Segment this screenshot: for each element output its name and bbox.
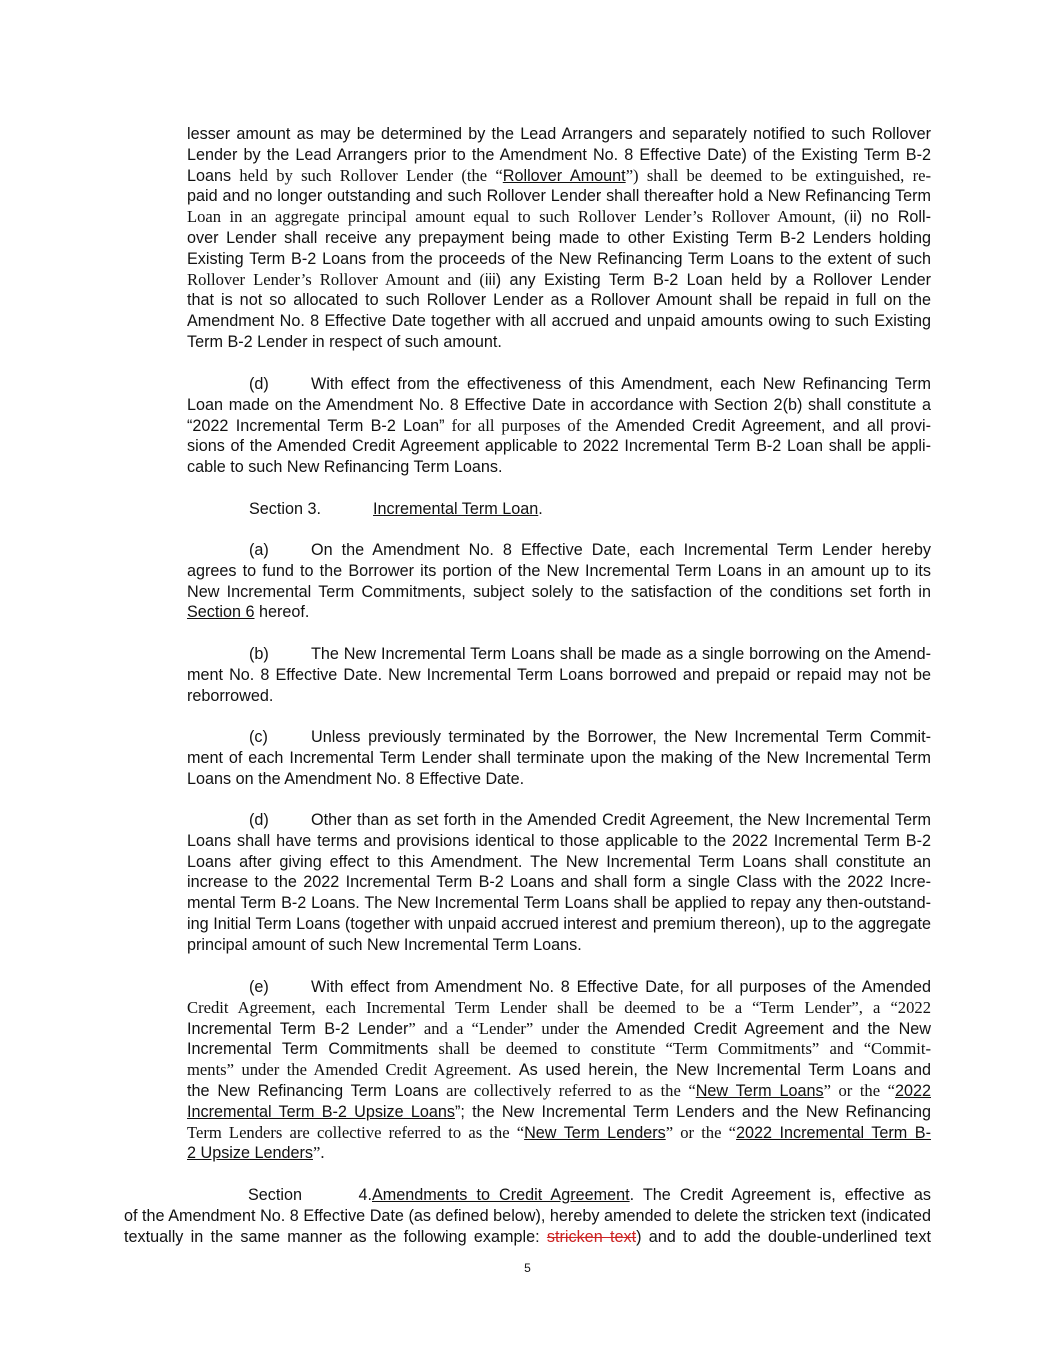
stricken-text-example: stricken text	[546, 1227, 637, 1246]
text-span: Other than as set forth in the Amended Credit Agreement, the New Incremental Term	[311, 811, 931, 829]
text-line	[187, 1102, 931, 1123]
text-span: ”) shall be deemed to be extinguished, re-	[625, 165, 931, 185]
text-span: ments” under the Amended Credit Agreement.	[187, 1060, 519, 1080]
section-label: Section 3.	[249, 500, 321, 518]
text-span: textually in the same manner as the following example:	[124, 1227, 547, 1246]
text-line: Term B-2 Lender in respect of such amount.	[187, 332, 502, 351]
text-line	[187, 1039, 931, 1060]
text-line	[187, 416, 931, 437]
text-line	[187, 602, 931, 623]
text-line: Amendment No. 8 Effective Date together with all accrued and unpaid amounts owing to such Existing	[187, 312, 931, 331]
text-span: As used herein, the New Incremental Term Loans and	[518, 1061, 932, 1080]
paragraph-2d	[187, 374, 931, 478]
text-line	[187, 810, 931, 831]
text-line	[187, 1081, 931, 1102]
text-span: ” or the “	[665, 1122, 736, 1142]
paragraph-3a	[187, 540, 931, 623]
clause-label: (b)	[249, 645, 269, 663]
text-line	[124, 1227, 931, 1248]
section-title: Incremental Term Loan	[373, 500, 539, 518]
text-line: ing Initial Term Loans (together with unpaid accrued interest and premium thereon), up to the aggregate	[187, 914, 931, 933]
clause-label: (c)	[249, 728, 268, 746]
text-line	[187, 1123, 931, 1144]
text-span: the New Refinancing Term Loans	[187, 1081, 439, 1100]
text-line: Loan made on the Amendment No. 8 Effective Date in accordance with Section 2(b) shall constitute a	[187, 395, 931, 414]
text-span: Term Lenders are collective referred to as the “	[187, 1122, 525, 1142]
text-span: hereof.	[254, 603, 310, 622]
defined-term-2022: 2022	[894, 1081, 931, 1100]
text-line: ment No. 8 Effective Date. New Incremental Term Loans borrowed and prepaid or repaid may not be	[187, 665, 931, 684]
text-line: Loans shall have terms and provisions identical to those applicable to the 2022 Incremental Term B-2	[187, 831, 931, 850]
text-line: increase to the 2022 Incremental Term B-2 Loans and shall form a single Class with the 2022 Incre-	[187, 873, 931, 892]
text-span: ” or the “	[823, 1080, 895, 1100]
text-line	[187, 977, 931, 998]
text-line	[187, 1019, 931, 1040]
clause-label: (d)	[249, 375, 269, 393]
text-line: agrees to fund to the Borrower its portion of the New Incremental Term Loans in an amount up to its	[187, 561, 931, 580]
section-4	[124, 1185, 931, 1247]
text-span: .	[538, 500, 543, 518]
text-line	[187, 374, 931, 395]
text-span: ii) no Roll-	[849, 208, 931, 227]
text-span: Incremental Term Commitments	[187, 1040, 429, 1059]
page-number: 5	[524, 1261, 531, 1275]
section-3-heading	[187, 499, 931, 520]
paragraph-3b	[187, 644, 931, 706]
text-line	[187, 1060, 931, 1081]
text-line: Credit Agreement, each Incremental Term Lender shall be deemed to be a “Term Lender”, a “2022	[187, 997, 931, 1017]
section-title: Amendments to Credit Agreement	[372, 1186, 630, 1204]
text-line: over Lender shall receive any prepayment being made to other Existing Term B-2 Lenders holding	[187, 228, 931, 247]
text-line	[187, 644, 931, 665]
defined-term-new-term-loans: New Term Loans	[695, 1081, 824, 1100]
text-span: iii) any Existing Term B-2 Loan held by a Rollover Lender	[484, 270, 932, 289]
text-span: Incremental Term B-2 Lender	[187, 1019, 409, 1038]
text-span: shall be deemed to constitute “Term Commitments” and “Commit-	[428, 1039, 931, 1059]
section-reference: Section 6	[187, 603, 255, 622]
text-line	[187, 727, 931, 748]
text-span: “2022 Incremental Term B-2 Loan”	[187, 416, 445, 435]
text-line: Loans after giving effect to this Amendment. The New Incremental Term Loans shall constitute an	[187, 852, 931, 871]
paragraph-3c	[187, 727, 931, 789]
text-span: held by such Rollover Lender (the “	[231, 165, 503, 185]
text-span: . The Credit Agreement is, effective as	[629, 1186, 931, 1204]
clause-label: (e)	[249, 978, 269, 996]
section-label: Section 4.	[248, 1186, 372, 1204]
defined-term-upsize-loans: Incremental Term B-2 Upsize Loans	[187, 1102, 455, 1121]
text-span: Amended Credit Agreement and the New	[615, 1019, 931, 1038]
text-span: for all purposes of the	[444, 415, 616, 435]
paragraph-3e	[187, 977, 931, 1164]
text-line: sions of the Amended Credit Agreement applicable to 2022 Incremental Term B-2 Loan shall be appli-	[187, 437, 931, 456]
text-span: The New Incremental Term Loans shall be made as a single borrowing on the Amend-	[311, 645, 931, 663]
defined-term-upsize-lenders: 2 Upsize Lenders	[187, 1144, 313, 1163]
text-line: Lender by the Lead Arrangers prior to the Amendment No. 8 Effective Date) of the Existing Term B-2	[187, 145, 931, 164]
text-line: lesser amount as may be determined by the Lead Arrangers and separately notified to such Rollover	[187, 125, 931, 143]
text-span: With effect from Amendment No. 8 Effective Date, for all purposes of the Amended	[311, 978, 931, 996]
paragraph-rollover-continuation	[187, 124, 931, 353]
paragraph-3d	[187, 810, 931, 956]
text-line: Loans on the Amendment No. 8 Effective Date.	[187, 769, 525, 788]
defined-term-rollover-amount: Rollover Amount	[502, 166, 626, 185]
text-line	[124, 1185, 931, 1206]
text-line: Existing Term B-2 Loans from the proceeds of the New Refinancing Term Loans to the extent of such	[187, 249, 931, 268]
text-line	[187, 1143, 931, 1164]
text-span: Rollover Lender’s Rollover Amount and (	[187, 269, 485, 289]
text-line: ment of each Incremental Term Lender shall terminate upon the making of the New Incremental Term	[187, 748, 931, 767]
text-span: Loans	[187, 166, 232, 185]
text-span: Amended Credit Agreement, and all provi-	[615, 416, 932, 435]
text-line	[187, 270, 931, 291]
text-span: On the Amendment No. 8 Effective Date, each Incremental Term Lender hereby	[311, 541, 931, 559]
text-line: mental Term B-2 Loans. The New Incremental Term Loans shall be applied to repay any then-outstand-	[187, 894, 931, 913]
text-line	[187, 499, 931, 520]
text-line: cable to such New Refinancing Term Loans.	[187, 458, 503, 477]
text-line: paid and no longer outstanding and such Rollover Lender shall thereafter hold a New Refinancing Term	[187, 187, 931, 206]
text-line	[187, 166, 931, 187]
text-line: New Incremental Term Commitments, subject solely to the satisfaction of the conditions set forth in	[187, 582, 931, 601]
clause-label: (d)	[249, 811, 269, 829]
defined-term-upsize-lenders: 2022 Incremental Term B-	[736, 1123, 931, 1142]
text-line: of the Amendment No. 8 Effective Date (as defined below), hereby amended to delete the stricken text (indicated	[124, 1206, 931, 1225]
text-span: Unless previously terminated by the Borrower, the New Incremental Term Commit-	[311, 728, 931, 746]
text-span: ) and to add the double-underlined text	[636, 1227, 931, 1246]
text-span: Loan in an aggregate principal amount equal to such Rollover Lender’s Rollover Amount, (	[187, 207, 850, 227]
text-line	[187, 207, 931, 228]
text-span: ” and a “Lender” under the	[408, 1018, 616, 1038]
text-line: that is not so allocated to such Rollover Lender as a Rollover Amount shall be repaid in full on the	[187, 291, 931, 310]
text-span: ”.	[312, 1143, 325, 1163]
text-line	[187, 540, 931, 561]
clause-label: (a)	[249, 541, 269, 559]
text-span: ”; the New Incremental Term Lenders and the New Refinancing	[454, 1102, 931, 1121]
text-line: reborrowed.	[187, 686, 274, 705]
text-span: are collectively referred to as the “	[438, 1080, 696, 1100]
defined-term-new-term-lenders: New Term Lenders	[524, 1123, 666, 1142]
text-span: With effect from the effectiveness of this Amendment, each New Refinancing Term	[311, 375, 931, 393]
text-line: principal amount of such New Incremental Term Loans.	[187, 935, 582, 954]
